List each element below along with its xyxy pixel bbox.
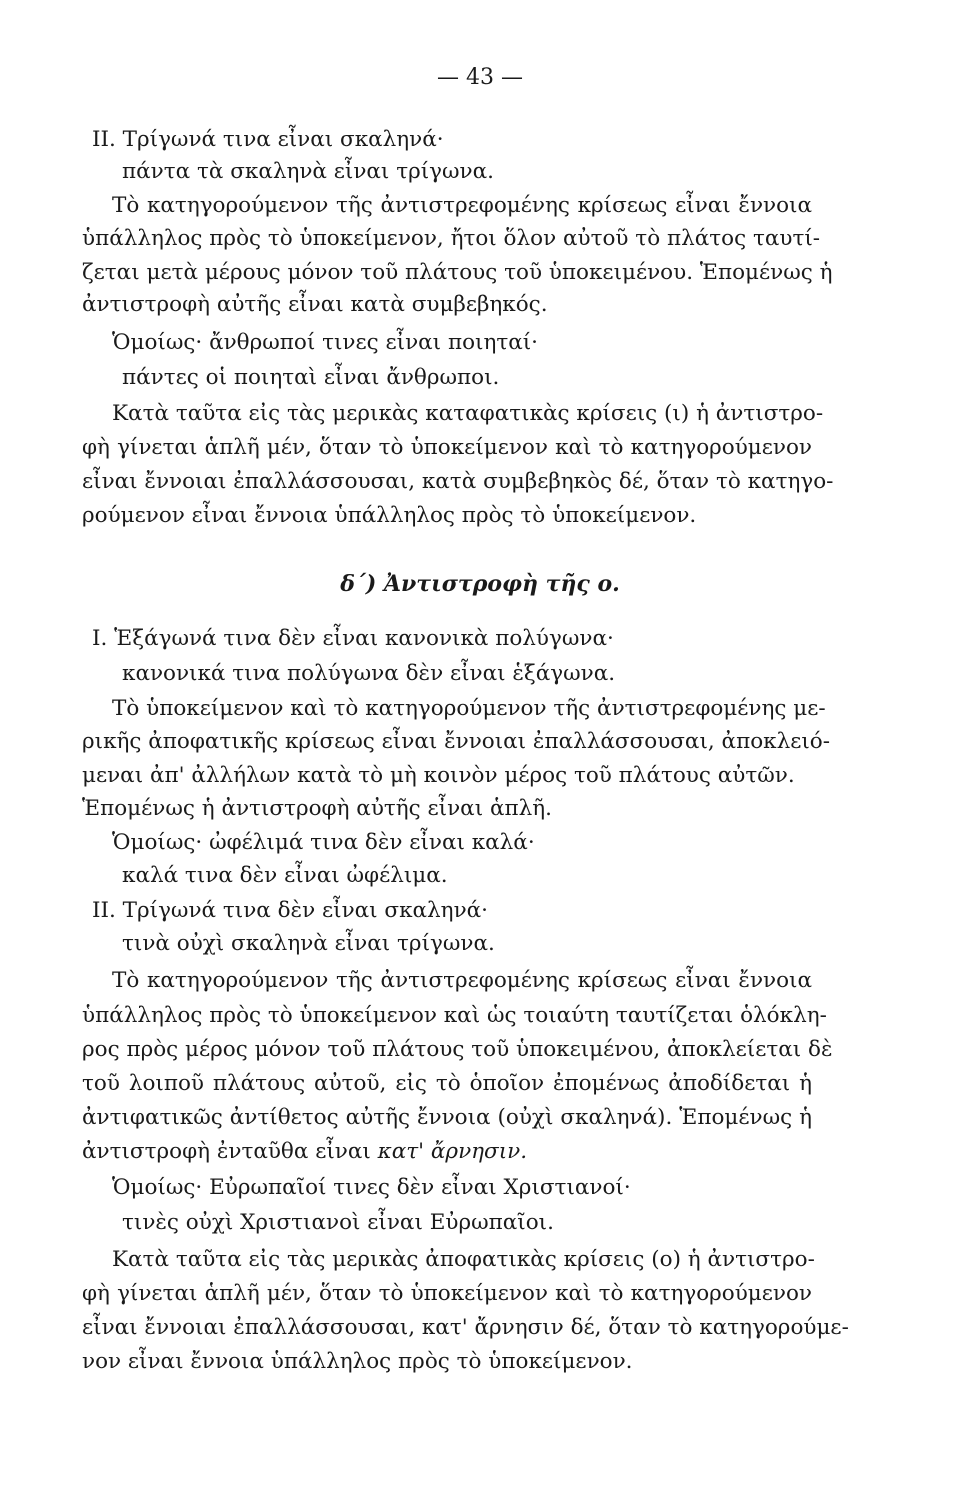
emphasized-term: κατ' ἄρνησιν. [377,1139,528,1164]
paragraph-text: ἀντιστροφὴ ἐνταῦθα εἶναι [82,1139,378,1164]
paragraph-line: Κατὰ ταῦτα εἰς τὰς μερικὰς καταφατικὰς κρίσεις (ι) ἡ ἀντιστρο- [112,401,824,426]
paragraph-line: ρικῆς ἀποφατικῆς κρίσεως εἶναι ἔννοιαι ἐπαλλάσσουσαι, ἀποκλειό- [82,729,830,754]
paragraph-line: μεναι ἀπ' ἀλλήλων κατὰ τὸ μὴ κοινὸν μέρος τοῦ πλάτους αὐτῶν. [82,763,795,788]
paragraph-line: Τὸ κατηγορούμενον τῆς ἀντιστρεφομένης κρίσεως εἶναι ἔννοια [112,968,812,993]
paragraph-line: εἶναι ἔννοιαι ἐπαλλάσσουσαι, κατ' ἄρνησιν δέ, ὅταν τὸ κατηγορούμε- [82,1315,849,1340]
example-line: Ι. Ἑξάγωνά τινα δὲν εἶναι κανονικὰ πολύγωνα· [92,626,614,651]
paragraph-line: Τὸ κατηγορούμενον τῆς ἀντιστρεφομένης κρίσεως εἶναι ἔννοια [112,193,812,218]
example-line: καλά τινα δὲν εἶναι ὠφέλιμα. [122,863,448,888]
paragraph-line: εἶναι ἔννοιαι ἐπαλλάσσουσαι, κατὰ συμβεβηκὸς δέ, ὅταν τὸ κατηγο- [82,469,834,494]
example-line: τινὲς οὐχὶ Χριστιανοὶ εἶναι Εὐρωπαῖοι. [122,1210,554,1235]
paragraph-line: Κατὰ ταῦτα εἰς τὰς μερικὰς ἀποφατικὰς κρίσεις (ο) ἡ ἀντιστρο- [112,1247,815,1272]
example-line: τινὰ οὐχὶ σκαληνὰ εἶναι τρίγωνα. [122,931,495,956]
paragraph-line: ὑπάλληλος πρὸς τὸ ὑποκείμενον, ἤτοι ὅλον αὐτοῦ τὸ πλάτος ταυτί- [82,226,821,251]
example-line: Ὁμοίως· Εὐρωπαῖοί τινες δὲν εἶναι Χριστιανοί· [112,1175,631,1200]
example-line: κανονικά τινα πολύγωνα δὲν εἶναι ἑξάγωνα. [122,661,616,686]
section-heading: δ΄) Ἀντιστροφὴ τῆς ο. [340,571,620,597]
page-number: — 43 — [437,65,523,90]
paragraph-line: τοῦ λοιποῦ πλάτους αὐτοῦ, εἰς τὸ ὁποῖον ἐπομένως ἀποδίδεται ἡ [82,1071,812,1096]
paragraph-line: ἀντιφατικῶς ἀντίθετος αὐτῆς ἔννοια (οὐχὶ σκαληνά). Ἑπομένως ἡ [82,1105,812,1130]
paragraph-line [82,1136,812,1168]
paragraph-line: Τὸ ὑποκείμενον καὶ τὸ κατηγορούμενον τῆς ἀντιστρεφομένης με- [112,696,826,721]
paragraph-line: φὴ γίνεται ἁπλῆ μέν, ὅταν τὸ ὑποκείμενον καὶ τὸ κατηγορούμενον [82,1281,812,1306]
paragraph-line: ἀντιστροφὴ αὐτῆς εἶναι κατὰ συμβεβηκός. [82,292,548,317]
paragraph-line: ρος πρὸς μέρος μόνον τοῦ πλάτους τοῦ ὑποκειμένου, ἀποκλείεται δὲ [82,1037,833,1062]
paragraph-line: ὑπάλληλος πρὸς τὸ ὑποκείμενον καὶ ὡς τοιαύτη ταυτίζεται ὁλόκλη- [82,1003,827,1028]
example-line: Ὁμοίως· ἄνθρωποί τινες εἶναι ποιηταί· [112,330,539,355]
paragraph-line: νον εἶναι ἔννοια ὑπάλληλος πρὸς τὸ ὑποκείμενον. [82,1349,633,1374]
paragraph-line: φὴ γίνεται ἁπλῆ μέν, ὅταν τὸ ὑποκείμενον καὶ τὸ κατηγορούμενον [82,435,812,460]
example-line: Ὁμοίως· ὠφέλιμά τινα δὲν εἶναι καλά· [112,830,535,855]
paragraph-line: ρούμενον εἶναι ἔννοια ὑπάλληλος πρὸς τὸ ὑποκείμενον. [82,503,697,528]
example-line: πάντες οἱ ποιηταὶ εἶναι ἄνθρωποι. [122,365,500,390]
paragraph-line: ζεται μετὰ μέρους μόνον τοῦ πλάτους τοῦ ὑποκειμένου. Ἑπομένως ἡ [82,260,833,285]
example-line: ΙΙ. Τρίγωνά τινα δὲν εἶναι σκαληνά· [92,898,488,923]
paragraph-line: Ἑπομένως ἡ ἀντιστροφὴ αὐτῆς εἶναι ἁπλῆ. [82,796,552,821]
example-line: πάντα τὰ σκαληνὰ εἶναι τρίγωνα. [122,159,494,184]
example-line: ΙΙ. Τρίγωνά τινα εἶναι σκαληνά· [92,127,444,152]
